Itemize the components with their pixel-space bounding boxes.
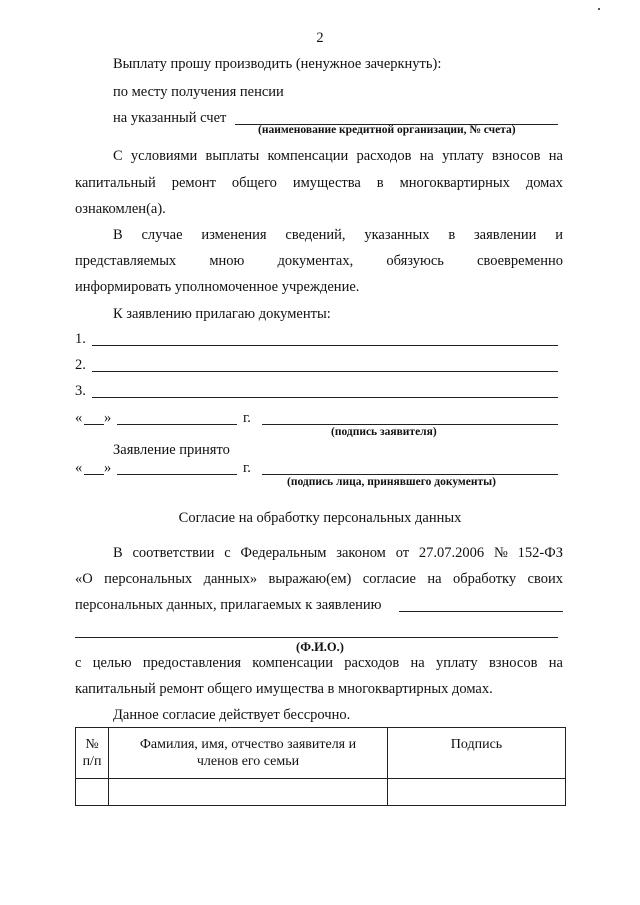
documents-heading: К заявлению прилагаю документы: [113, 306, 331, 322]
word: на [419, 148, 434, 164]
document-item-1-number: 1. [75, 331, 86, 347]
word: обработку [452, 571, 517, 587]
header-text-line: Фамилия, имя, отчество заявителя и [139, 737, 357, 752]
word: предоставления [142, 655, 242, 671]
word: ремонт [171, 175, 216, 191]
conditions-line-1 [113, 148, 563, 165]
accepted-date-open-quote: « [75, 460, 83, 476]
fio-line[interactable] [75, 637, 558, 638]
changes-line-2 [75, 253, 563, 270]
cell-number[interactable] [76, 779, 109, 806]
accepted-month-line[interactable] [117, 474, 237, 475]
document-item-3-number: 3. [75, 383, 86, 399]
consent-line-4 [75, 655, 563, 672]
word: с [75, 655, 82, 671]
consent-line-2 [75, 571, 563, 588]
word: в [448, 227, 456, 243]
word: домах [525, 175, 563, 191]
payment-option-account: на указанный счет [113, 110, 227, 126]
applicant-month-line[interactable] [117, 424, 237, 425]
word: выплаты [205, 148, 260, 164]
applicant-date-close-quote: » [104, 410, 112, 426]
word: законом [336, 545, 386, 561]
word: расходов [344, 655, 400, 671]
document-item-2-number: 2. [75, 357, 86, 373]
word: от [395, 545, 410, 561]
word: случае [141, 227, 183, 243]
conditions-line-2 [75, 175, 563, 192]
table-row [76, 779, 566, 806]
word: 152-ФЗ [517, 545, 563, 561]
header-text-line: № [85, 737, 99, 752]
conditions-line-3: ознакомлен(а). [75, 201, 166, 217]
word: обязуюсь [386, 253, 444, 269]
accepted-label: Заявление принято [113, 442, 230, 458]
word: многоквартирных [399, 175, 510, 191]
accepted-date-close-quote: » [104, 460, 112, 476]
word: В [113, 227, 123, 243]
payment-option-pension: по месту получения пенсии [113, 84, 284, 100]
word: в [376, 175, 384, 191]
accepted-signature-caption: (подпись лица, принявшего документы) [287, 476, 496, 488]
word: на [427, 571, 442, 587]
header-number [76, 728, 109, 779]
word: изменения [201, 227, 267, 243]
cell-signature[interactable] [388, 779, 566, 806]
applicant-year-suffix: г. [243, 410, 251, 426]
word: взносов [492, 148, 541, 164]
accepted-year-suffix: г. [243, 460, 251, 476]
consent-title: Согласие на обработку персональных данных [178, 510, 462, 526]
word: В [113, 545, 123, 561]
changes-line-3: информировать уполномоченное учреждение. [75, 279, 360, 295]
consent-line-1 [113, 545, 563, 562]
page-number: 2 [316, 30, 324, 46]
changes-line-1 [113, 227, 563, 244]
header-text-line: п/п [82, 754, 102, 769]
word: своевременно [477, 253, 563, 269]
word: представляемых [75, 253, 177, 269]
word: «О [75, 571, 93, 587]
consent-line-3: персональных данных, прилагаемых к заявлению [75, 597, 382, 613]
word: мною [209, 253, 245, 269]
word: и [555, 227, 563, 243]
word: уплату [442, 148, 484, 164]
scan-speck [598, 8, 600, 10]
applicant-signature-line[interactable] [262, 424, 558, 425]
word: согласие [362, 571, 416, 587]
word: взносов [488, 655, 538, 671]
word: Федеральным [240, 545, 327, 561]
word: целью [92, 655, 132, 671]
word: соответствии [132, 545, 215, 561]
word: общего [231, 175, 277, 191]
word: сведений, [285, 227, 346, 243]
document-item-3-line[interactable] [92, 397, 558, 398]
accepted-signature-line[interactable] [262, 474, 558, 475]
word: с [224, 545, 231, 561]
document-item-2-line[interactable] [92, 371, 558, 372]
word: персональных [104, 571, 193, 587]
applicant-date-open-quote: « [75, 410, 83, 426]
word: документах, [277, 253, 354, 269]
word: условиями [130, 148, 198, 164]
consent-validity: Данное согласие действует бессрочно. [113, 707, 351, 723]
word: компенсации [267, 148, 349, 164]
word: С [113, 148, 123, 164]
header-text-line: членов его семьи [196, 754, 300, 769]
word: выражаю(ем) [268, 571, 352, 587]
accepted-day-line[interactable] [84, 474, 104, 475]
fio-caption: (Ф.И.О.) [296, 640, 344, 654]
word: расходов [356, 148, 412, 164]
payment-intro: Выплату прошу производить (ненужное зачеркнуть): [113, 56, 442, 72]
word: 27.07.2006 [418, 545, 485, 561]
consent-line-5: капитальный ремонт общего имущества в многоквартирных домах. [75, 681, 493, 697]
consent-documents-line[interactable] [399, 611, 563, 612]
word: уплату [435, 655, 478, 671]
word: капитальный [75, 175, 156, 191]
word: заявлении [473, 227, 537, 243]
table-header-row [76, 728, 566, 779]
word: на [548, 655, 563, 671]
header-signature: Подпись [388, 728, 566, 779]
family-signature-table [75, 727, 566, 806]
word: своих [527, 571, 563, 587]
word: на [410, 655, 425, 671]
document-item-1-line[interactable] [92, 345, 558, 346]
word: на [548, 148, 563, 164]
word: имущества [292, 175, 361, 191]
word: компенсации [252, 655, 334, 671]
applicant-day-line[interactable] [84, 424, 104, 425]
header-name [109, 728, 388, 779]
word: данных» [203, 571, 258, 587]
word: указанных [364, 227, 430, 243]
applicant-signature-caption: (подпись заявителя) [331, 426, 437, 438]
cell-name[interactable] [109, 779, 388, 806]
word: № [494, 545, 508, 561]
account-caption: (наименование кредитной организации, № счета) [258, 124, 516, 136]
